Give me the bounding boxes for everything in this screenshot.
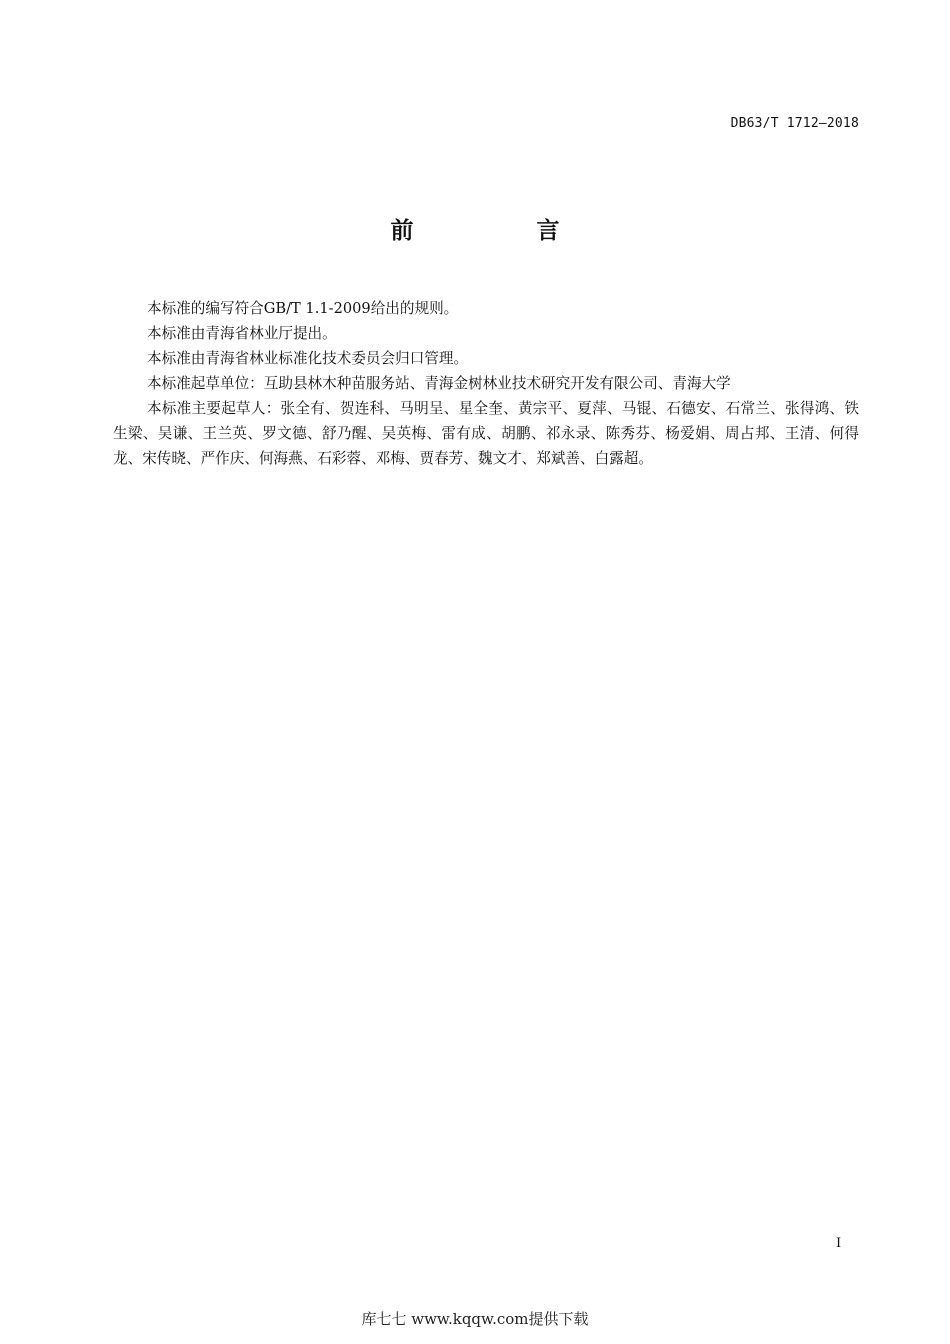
paragraph-drafters: 本标准主要起草人：张全有、贺连科、马明呈、星全奎、黄宗平、夏萍、马锟、石德安、石常兰、张得鸿、铁生梁、吴谦、王兰英、罗文德、舒乃醒、吴英梅、雷有成、胡鹏、祁永录、陈秀芬、杨爱娟、周占邦、王清、何得龙、宋传晓、严作庆、何海燕、石彩蓉、邓梅、贾春芳、魏文才、郑斌善、白露超。: [113, 400, 859, 467]
paragraph-management: 本标准由青海省林业标准化技术委员会归口管理。: [147, 350, 469, 367]
paragraph-drafting-rules: 本标准的编写符合GB/T 1.1-2009给出的规则。: [147, 300, 459, 317]
paragraph-drafting-units: 本标准起草单位：互助县林木种苗服务站、青海金树林业技术研究开发有限公司、青海大学: [147, 375, 731, 392]
paragraph-proposer: 本标准由青海省林业厅提出。: [147, 325, 337, 342]
standard-code: DB63/T 1712—2018: [730, 116, 859, 131]
download-footer: 库七七 www.kqqw.com提供下载: [361, 1310, 589, 1328]
preface-body: [113, 296, 859, 471]
page-title: 前 言: [390, 218, 610, 244]
page-number: I: [836, 1236, 842, 1251]
